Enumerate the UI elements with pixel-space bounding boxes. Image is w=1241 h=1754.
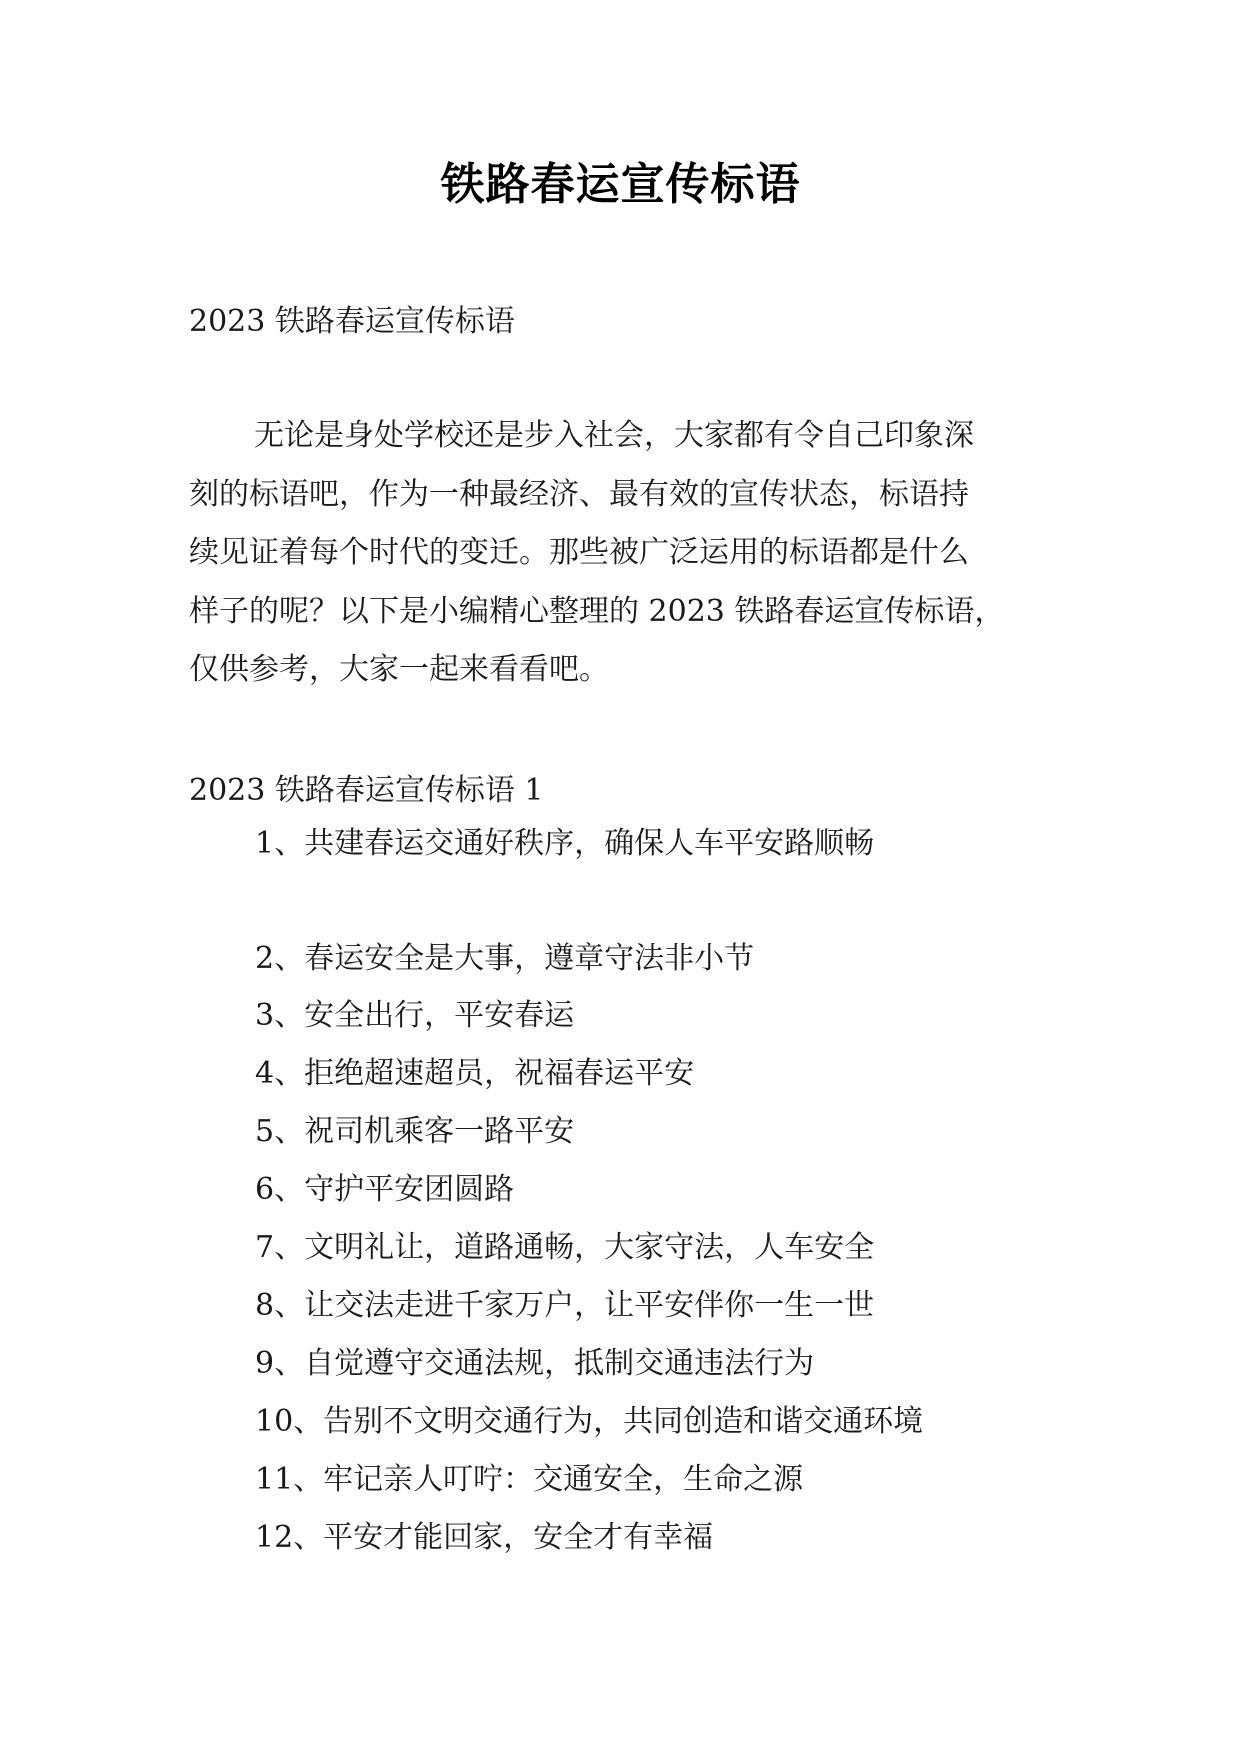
intro-line: 刻的标语吧，作为一种最经济、最有效的宣传状态，标语持 [189, 476, 969, 512]
slogan-item: 4、拒绝超速超员，祝福春运平安 [255, 1056, 695, 1091]
slogan-item: 11、牢记亲人叮咛：交通安全，生命之源 [255, 1462, 804, 1497]
slogan-item: 3、安全出行，平安春运 [255, 998, 575, 1033]
slogan-item: 10、告别不文明交通行为，共同创造和谐交通环境 [255, 1404, 924, 1439]
slogan-item: 9、自觉遵守交通法规，抵制交通违法行为 [255, 1346, 815, 1381]
slogan-item: 1、共建春运交通好秩序，确保人车平安路顺畅 [255, 826, 875, 861]
slogan-item: 8、让交法走进千家万户，让平安伴你一生一世 [255, 1288, 875, 1323]
section-heading: 2023 铁路春运宣传标语 1 [189, 773, 544, 808]
slogan-item: 12、平安才能回家，安全才有幸福 [255, 1520, 714, 1555]
document-title: 铁路春运宣传标语 [440, 159, 801, 210]
intro-paragraph [189, 407, 1069, 700]
slogan-item: 2、春运安全是大事，遵章守法非小节 [255, 941, 755, 976]
slogan-item: 6、守护平安团圆路 [255, 1172, 515, 1207]
subheading: 2023 铁路春运宣传标语 [189, 304, 515, 339]
slogan-item: 7、文明礼让，道路通畅，大家守法，人车安全 [255, 1230, 875, 1265]
intro-line: 仅供参考，大家一起来看看吧。 [189, 652, 609, 687]
slogan-item: 5、祝司机乘客一路平安 [255, 1114, 575, 1149]
intro-line: 续见证着每个时代的变迁。那些被广泛运用的标语都是什么 [189, 535, 969, 570]
intro-line: 样子的呢？以下是小编精心整理的 2023 铁路春运宣传标语， [189, 593, 1005, 629]
intro-line: 无论是身处学校还是步入社会，大家都有令自己印象深 [254, 418, 974, 453]
